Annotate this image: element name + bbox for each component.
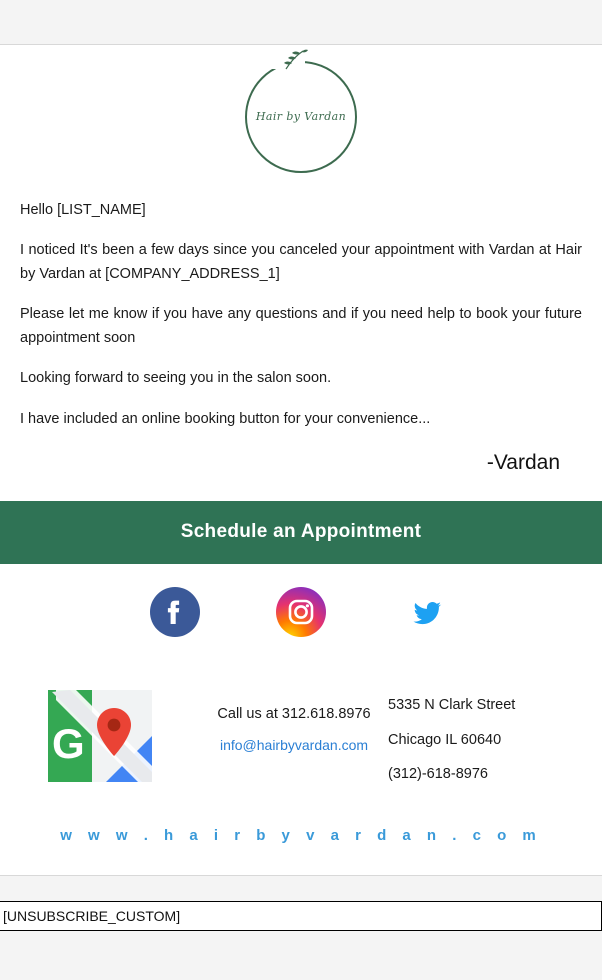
wreath-logo — [245, 61, 357, 173]
instagram-icon[interactable] — [275, 586, 327, 638]
instagram-glyph — [275, 586, 327, 638]
unsubscribe-bar — [0, 901, 602, 931]
call-us-text: Call us at 312.618.8976 — [217, 706, 371, 723]
schedule-appointment-label[interactable]: Schedule an Appointment — [180, 521, 422, 543]
svg-text:G: G — [52, 720, 85, 768]
google-maps-glyph — [46, 686, 154, 786]
address-line-1: 5335 N Clark Street — [388, 697, 516, 714]
paragraph-2: Please let me know if you have any questions and if you need help to book your future appointment soon — [20, 306, 582, 346]
facebook-glyph — [149, 586, 201, 638]
contact-block — [0, 656, 602, 800]
twitter-glyph — [401, 586, 453, 638]
social-links — [0, 564, 602, 656]
unsubscribe-token[interactable]: [UNSUBSCRIBE_CUSTOM] — [3, 908, 181, 924]
facebook-icon[interactable] — [149, 586, 201, 638]
google-maps-pin-icon[interactable] — [46, 686, 154, 786]
map-column — [0, 682, 200, 786]
schedule-appointment-button[interactable] — [0, 500, 602, 564]
paragraph-3: Looking forward to seeing you in the salon soon. — [20, 370, 332, 387]
website-row — [0, 801, 602, 875]
leaf-sprig-icon — [273, 49, 313, 73]
greeting-line: Hello [LIST_NAME] — [20, 202, 146, 218]
message-body — [0, 195, 602, 500]
email-link[interactable]: info@hairbyvardan.com — [219, 737, 369, 754]
twitter-icon[interactable] — [401, 586, 453, 638]
paragraph-4: I have included an online booking button for your convenience... — [20, 410, 431, 427]
website-link[interactable]: w w w . h a i r b y v a r d a n . c o m — [60, 826, 542, 844]
logo-block — [0, 45, 602, 195]
phone-number: (312)-618-8976 — [388, 765, 488, 782]
email-body — [0, 44, 602, 876]
logo-text: Hair by Vardan — [255, 110, 347, 124]
contact-middle-column — [200, 682, 388, 755]
address-column — [388, 682, 602, 790]
signature: -Vardan — [486, 451, 560, 475]
paragraph-1: I noticed It's been a few days since you canceled your appointment with Vardan at Hair by Vardan at [COMPANY_ADDRESS_1] — [20, 242, 582, 282]
address-line-2: Chicago IL 60640 — [388, 731, 502, 748]
